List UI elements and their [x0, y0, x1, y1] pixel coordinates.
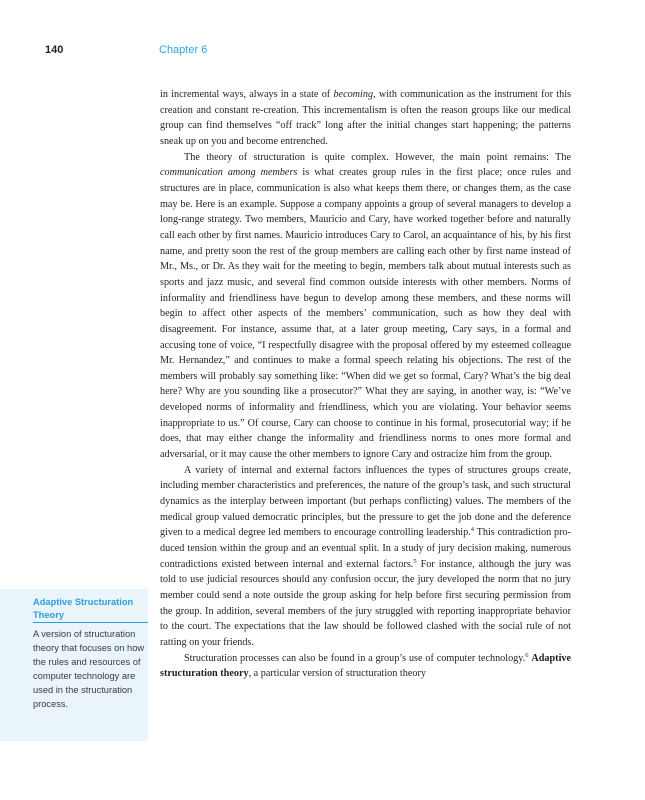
glossary-divider	[33, 622, 148, 623]
paragraph-4: Structuration processes can also be found in a group’s use of computer technology.$^6$ Adaptive structuration theory, a particular version of structuration theory	[160, 651, 572, 680]
paragraph-3: A variety of internal and external factors influences the types of structures groups create, including member characteristics and preferences, the nature of the group’s task, and such structural dynamics as the interplay between important (but perhaps conflicting) values. The members of the medical group valued democratic principles, but the pressure to get the job done and the deference given to a medical degree led members to encourage controlling leadership.$^4$ This contradiction produced tension within the group and an eventual split. In a study of jury decision making, numerous contradictions existed between internal and external factors.$^5$ For instance, although the jury was told to use judicial resources should any confusion occur, the jury developed the norm that no jury member could send a note outside the group asking for help before first securing permission from the group. In addition, several members of the jury struggled with reporting inappropriate behavior to the court. The expectations that the law should be followed clashed with the social rule of not ratting on your friends.	[160, 464, 571, 648]
key-term: Adaptive structuration theory	[160, 652, 572, 680]
chapter-title: Chapter 6	[159, 44, 208, 56]
emphasis-communication: communication among members	[160, 167, 298, 179]
footnote-marker: 5	[413, 557, 417, 565]
emphasis-becoming: becoming	[333, 89, 374, 100]
glossary-term: Adaptive Structuration Theory	[33, 597, 134, 621]
footnote-marker: 6	[525, 651, 529, 659]
paragraph-2: The theory of structuration is quite complex. However, the main point remains: The communication among members is what creates group rules in the first place; once rules and structures are in place, communication is also what keeps them there, or changes them, as the case may be. Here is an example. Suppose a company appoints a group of several managers to develop a long-range strategy. Two members, Mauricio and Cary, have worked together before and naturally call each other by first names. Mauricio introduces Cary to Carol, an acquaintance of his, by his first name, and pretty soon the rest of the group members are calling each other by first name instead of Mr., Ms., or Dr. As they wait for the meeting to begin, members talk about mutual interests such as sports and jazz music, and several find common outside interests with other members. Norms of informality and friendliness have begun to develop among these members, and these norms will begin to affect other aspects of the members’ communication, such as how they deal with disagreement. For instance, assume that, at a later group meeting, Cary says, in a formal and accusing tone of voice, “I respectfully disagree with the proposal offered by my esteemed colleague Mr. Hernandez,” and continues to make a formal speech relating his objections. The rest of the members will probably say something like: “When did we get so formal, Cary? What’s the big deal here? Why are you sounding like a prosecutor?” What they are saying, in another way, is: “We’ve developed norms of informality and friendliness, which you are violating. Your behavior seems inappropriate to us.” Of course, Cary can choose to continue in his formal, prosecutorial way; if he does, that may either change the informality and friendliness norms to ones more formal and adversarial, or it may cause the other members to ignore Cary and ostracize him from the group.	[160, 151, 571, 461]
page-number: 140	[45, 44, 64, 56]
glossary-definition: A version of structuration theory that focuses on how the rules and resources of computer technology are used in the structuration process.	[33, 629, 145, 709]
paragraph-1: in incremental ways, always in a state of becoming, with communication as the instrument for this creation and constant re-creation. This incrementalism is often the reason groups like our medical group can find themselves “off track” long after the initial changes start happening; the patterns sneak up on you and become entrenched.	[160, 89, 572, 147]
body-text	[160, 87, 571, 682]
footnote-marker: 4	[470, 526, 475, 534]
